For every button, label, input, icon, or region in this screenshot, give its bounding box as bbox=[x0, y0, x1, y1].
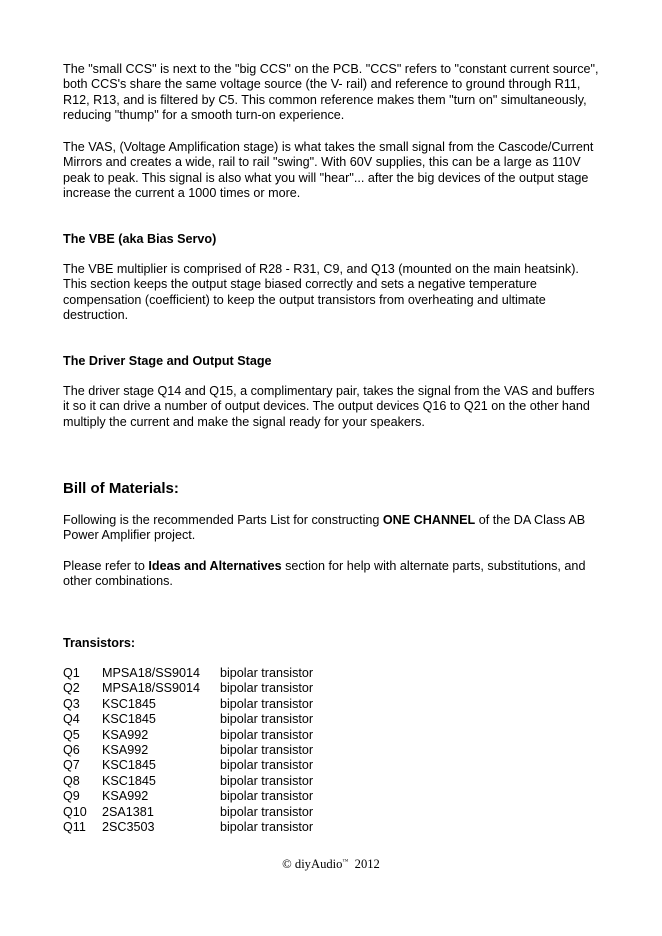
copyright-symbol: © bbox=[282, 857, 292, 871]
table-row bbox=[63, 743, 313, 758]
footer-brand: diyAudio bbox=[294, 857, 343, 871]
part-ref: Q4 bbox=[63, 712, 80, 727]
part-number: KSC1845 bbox=[102, 758, 156, 773]
part-type: bipolar transistor bbox=[220, 758, 314, 773]
table-row bbox=[63, 805, 313, 820]
part-number: KSC1845 bbox=[102, 773, 156, 788]
table-row bbox=[63, 789, 313, 804]
bom-alt-text-2: section for help with alternate parts, substitutions, and other combinations. bbox=[63, 559, 586, 589]
part-number: MPSA18/SS9014 bbox=[102, 681, 201, 696]
part-number: KSA992 bbox=[102, 727, 149, 742]
part-number: KSC1845 bbox=[102, 712, 156, 727]
part-type: bipolar transistor bbox=[220, 696, 314, 711]
part-type: bipolar transistor bbox=[220, 712, 314, 727]
bom-alt-bold: Ideas and Alternatives bbox=[148, 559, 282, 573]
table-row bbox=[63, 697, 313, 712]
heading-vbe: The VBE (aka Bias Servo) bbox=[63, 232, 217, 246]
paragraph-bom-intro bbox=[63, 513, 603, 544]
part-number: KSA992 bbox=[102, 743, 149, 758]
bom-intro-text-1: Following is the recommended Parts List for constructing bbox=[63, 513, 383, 527]
table-row bbox=[63, 681, 313, 696]
part-number: KSC1845 bbox=[102, 696, 156, 711]
bom-alt-text-1: Please refer to bbox=[63, 559, 149, 573]
part-ref: Q9 bbox=[63, 789, 80, 804]
paragraph-driver-stage: The driver stage Q14 and Q15, a complimentary pair, takes the signal from the VAS and buffers it so it can drive a number of output devices. The output devices Q16 to Q21 on the other hand multiply the current and make the signal ready for your speakers. bbox=[63, 384, 595, 429]
trademark-symbol: ™ bbox=[342, 859, 349, 865]
part-type: bipolar transistor bbox=[220, 804, 314, 819]
paragraph-vas: The VAS, (Voltage Amplification stage) is what takes the small signal from the Cascode/Current Mirrors and creates a wide, rail to rail "swing". With 60V supplies, this can be a large as 110V peak to peak. This signal is also what you will "hear"... after the big devices of the output stage increase the current a 1000 times or more. bbox=[63, 140, 594, 201]
paragraph-vbe: The VBE multiplier is comprised of R28 - R31, C9, and Q13 (mounted on the main heatsink). This section keeps the output stage biased correctly and sets a negative temperature compensation (coefficient) to keep the output transistors from overheating and ultimate destruction. bbox=[63, 262, 579, 323]
part-number: KSA992 bbox=[102, 789, 149, 804]
heading-driver-stage: The Driver Stage and Output Stage bbox=[63, 354, 272, 368]
part-ref: Q7 bbox=[63, 758, 80, 773]
table-row bbox=[63, 728, 313, 743]
heading-transistors: Transistors: bbox=[63, 636, 136, 650]
part-type: bipolar transistor bbox=[220, 820, 314, 835]
footer-year: 2012 bbox=[354, 857, 380, 871]
table-row bbox=[63, 820, 313, 835]
part-type: bipolar transistor bbox=[220, 789, 314, 804]
paragraph-bom-alternatives bbox=[63, 559, 603, 590]
part-number: 2SC3503 bbox=[102, 820, 155, 835]
part-ref: Q5 bbox=[63, 727, 80, 742]
part-ref: Q6 bbox=[63, 743, 80, 758]
table-row bbox=[63, 774, 313, 789]
part-ref: Q8 bbox=[63, 773, 80, 788]
part-number: 2SA1381 bbox=[102, 804, 154, 819]
page-footer bbox=[0, 857, 662, 872]
table-row bbox=[63, 666, 313, 681]
table-row bbox=[63, 712, 313, 727]
part-ref: Q1 bbox=[63, 666, 80, 680]
transistor-parts-table bbox=[63, 666, 313, 835]
part-type: bipolar transistor bbox=[220, 727, 314, 742]
part-ref: Q10 bbox=[63, 804, 87, 819]
part-type: bipolar transistor bbox=[220, 681, 314, 696]
bom-intro-text-2: of the DA Class AB Power Amplifier project. bbox=[63, 513, 586, 543]
part-type: bipolar transistor bbox=[220, 666, 314, 680]
part-ref: Q11 bbox=[63, 820, 86, 835]
table-row bbox=[63, 758, 313, 773]
part-ref: Q2 bbox=[63, 681, 80, 696]
part-type: bipolar transistor bbox=[220, 773, 314, 788]
part-number: MPSA18/SS9014 bbox=[102, 666, 201, 680]
bom-intro-bold: ONE CHANNEL bbox=[382, 513, 476, 527]
paragraph-ccs: The "small CCS" is next to the "big CCS" on the PCB. "CCS" refers to "constant current source", both CCS's share the same voltage source (the V- rail) and reference to ground through R11, R12, R13, and is filtered by C5. This common reference makes them "turn on" simultaneously, reducing "thump" for a smooth turn-on experience. bbox=[63, 62, 599, 123]
part-ref: Q3 bbox=[63, 696, 80, 711]
part-type: bipolar transistor bbox=[220, 743, 314, 758]
heading-bill-of-materials: Bill of Materials: bbox=[63, 480, 179, 497]
